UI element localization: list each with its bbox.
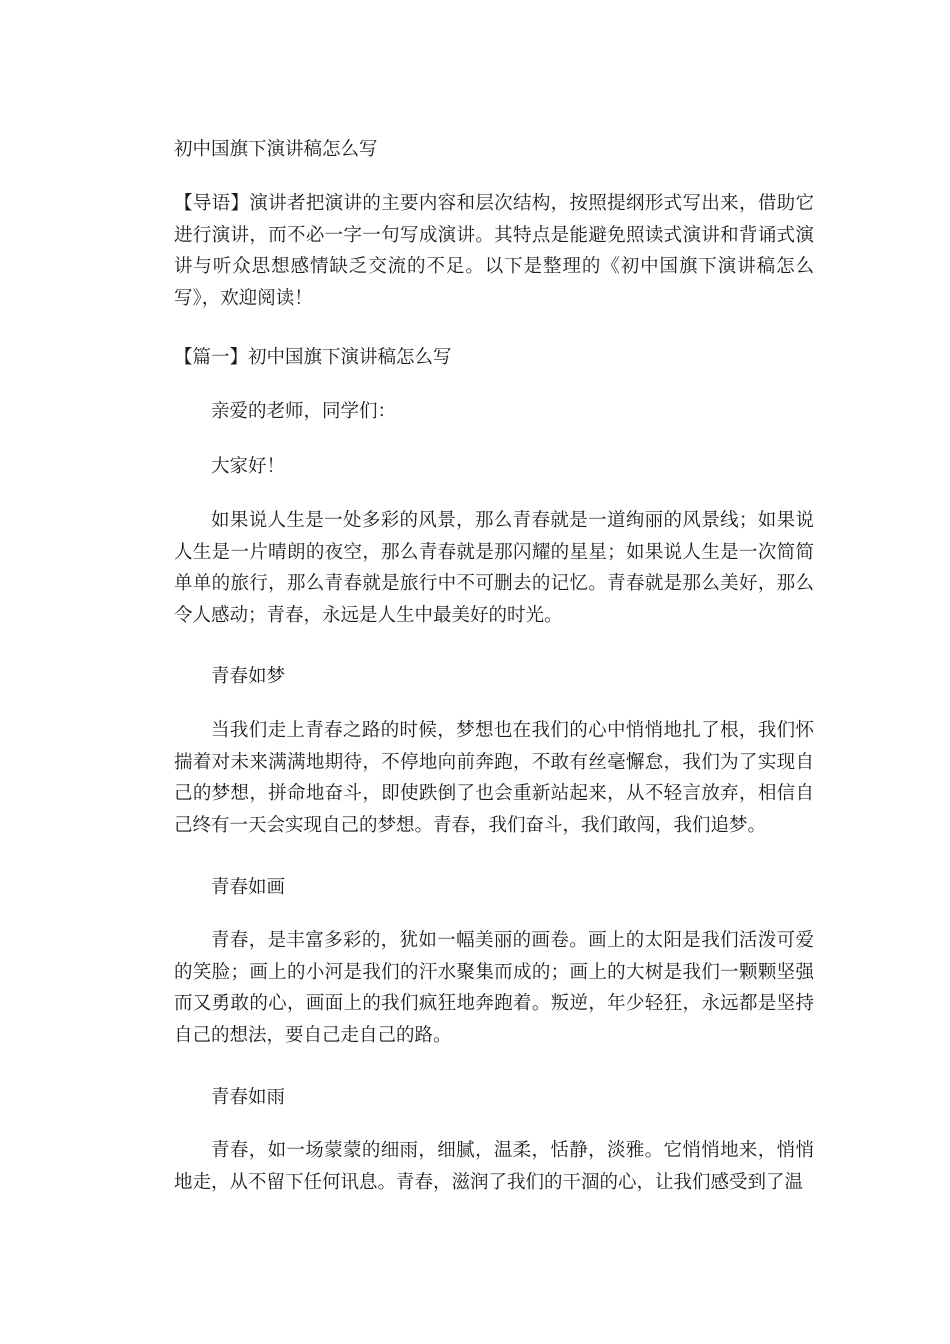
section-heading: 【篇一】初中国旗下演讲稿怎么写: [174, 347, 452, 368]
intro-paragraph: 【导语】演讲者把演讲的主要内容和层次结构，按照提纲形式写出来，借助它进行演讲，而不必一字一句写成演讲。其特点是能避免照读式演讲和背诵式演讲与听众思想感情缺乏交流的不足。以下是整理的《初中国旗下演讲稿怎么写》，欢迎阅读！: [174, 193, 814, 309]
salutation: 亲爱的老师，同学们：: [211, 401, 397, 422]
paragraph-3: 青春，是丰富多彩的，犹如一幅美丽的画卷。画上的太阳是我们活泼可爱的笑脸；画上的小河是我们的汗水聚集而成的；画上的大树是我们一颗颗坚强而又勇敢的心，画面上的我们疯狂地奔跑着。叛逆，年少轻狂，永远都是坚持自己的想法，要自己走自己的路。: [174, 930, 814, 1046]
subheading-1: 青春如梦: [211, 666, 286, 687]
subheading-3: 青春如雨: [211, 1087, 286, 1108]
document-title: 初中国旗下演讲稿怎么写: [174, 139, 378, 160]
greeting: 大家好！: [211, 456, 286, 477]
paragraph-1: 如果说人生是一处多彩的风景，那么青春就是一道绚丽的风景线；如果说人生是一片晴朗的夜空，那么青春就是那闪耀的星星；如果说人生是一次简简单单的旅行，那么青春就是旅行中不可删去的记忆。青春就是那么美好，那么令人感动；青春，永远是人生中最美好的时光。: [174, 510, 814, 626]
subheading-2: 青春如画: [211, 877, 286, 898]
paragraph-4: 青春，如一场蒙蒙的细雨，细腻，温柔，恬静，淡雅。它悄悄地来，悄悄地走，从不留下任何讯息。青春，滋润了我们的干涸的心，让我们感受到了温: [174, 1140, 814, 1193]
paragraph-2: 当我们走上青春之路的时候，梦想也在我们的心中悄悄地扎了根，我们怀揣着对未来满满地期待，不停地向前奔跑，不敢有丝毫懈怠，我们为了实现自己的梦想，拼命地奋斗，即使跌倒了也会重新站起来，从不轻言放弃，相信自己终有一天会实现自己的梦想。青春，我们奋斗，我们敢闯，我们追梦。: [174, 720, 814, 836]
